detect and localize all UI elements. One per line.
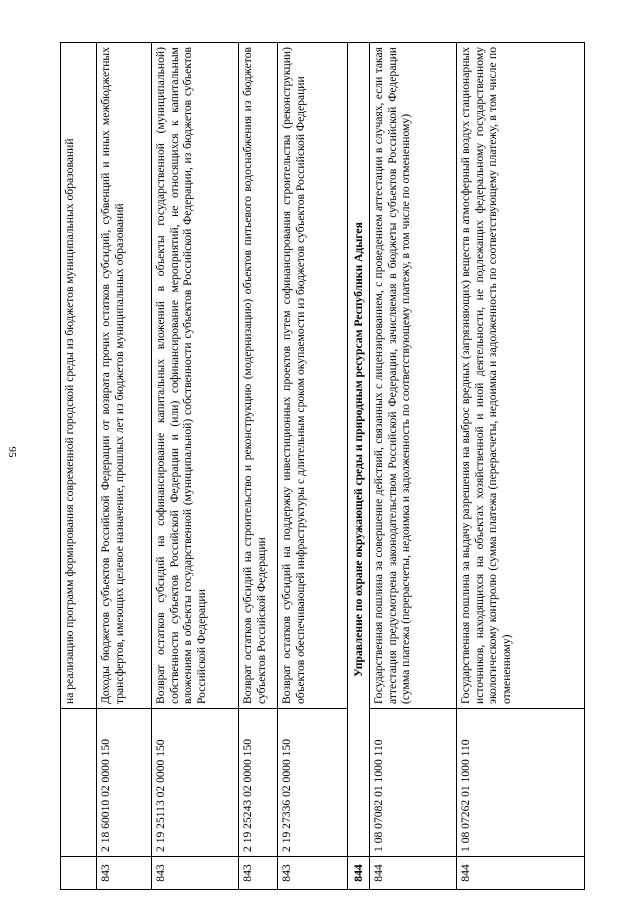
- document-page: [60, 42, 585, 890]
- income-code-cell: 1 08 07082 01 1000 110: [370, 709, 457, 857]
- agency-code-cell: 844: [370, 857, 457, 890]
- description-cell: Государственная пошлина за выдачу разрешения на выброс вредных (загрязняющих) веществ в атмосферный воздух стационарных источников, находящихся на объектах хозяйственной и иной деятельности, не подлежащих федеральному государственному экологическому контролю (сумма платежа (перерасчеты, недоимка и задолженность по соответствующему платежу, в том числе по отмененному): [457, 43, 585, 709]
- page-number: 95: [6, 446, 18, 458]
- description-cell: Доходы бюджетов субъектов Российской Федерации от возврата прочих остатков субсидий, субвенций и иных межбюджетных трансфертов, имеющих целевое назначение, прошлых лет из бюджетов муниципальных образований: [97, 43, 152, 709]
- agency-code-cell: 843: [278, 857, 348, 890]
- description-cell: Возврат остатков субсидий на поддержку инвестиционных проектов путем софинансирования строительства (реконструкции) объектов обеспечивающей инфраструктуры с длительным сроком окупаемости из бюджетов субъектов Российской Федерации: [278, 43, 348, 709]
- agency-code-cell: 843: [97, 857, 152, 890]
- landscape-content: [60, 42, 585, 890]
- income-code-cell: 2 18 60010 02 0000 150: [97, 709, 152, 857]
- table-row: [370, 43, 457, 890]
- agency-code-cell: [61, 857, 97, 890]
- income-code-cell: [61, 709, 97, 857]
- description-cell: Возврат остатков субсидий на софинансирование капитальных вложений в объекты государственной (муниципальной) собственности субъектов Российской Федерации и (или) софинансирование мероприятий, не относящихся к капитальным вложениям в объекты государственной (муниципальной) собственности субъектов Российской Федерации, из бюджетов субъектов Российской Федерации: [152, 43, 239, 709]
- income-code-cell: 1 08 07262 01 1000 110: [457, 709, 585, 857]
- agency-code-cell: 843: [239, 857, 278, 890]
- table-row: [97, 43, 152, 890]
- agency-code-cell: 843: [152, 857, 239, 890]
- table-row: [278, 43, 348, 890]
- income-code-cell: 2 19 25243 02 0000 150: [239, 709, 278, 857]
- section-header-row: [348, 43, 370, 890]
- table-row: [61, 43, 97, 890]
- income-codes-table: [60, 42, 585, 890]
- description-cell: Возврат остатков субсидий на строительство и реконструкцию (модернизацию) объектов питьевого водоснабжения из бюджетов субъектов Российской Федерации: [239, 43, 278, 709]
- table-row: [457, 43, 585, 890]
- section-title: Управление по охране окружающей среды и природным ресурсам Республики Адыгея: [348, 43, 370, 857]
- description-cell: Государственная пошлина за совершение действий, связанных с лицензированием, с проведением аттестации в случаях, если такая аттестация предусмотрена законодательством Российской Федерации, зачисляемая в бюджеты субъектов Российской Федерации (сумма платежа (перерасчеты, недоимка и задолженность по соответствующему платежу, в том числе по отмененному): [370, 43, 457, 709]
- income-code-cell: 2 19 25113 02 0000 150: [152, 709, 239, 857]
- description-cell: на реализацию программ формирования современной городской среды из бюджетов муниципальных образований: [61, 43, 97, 709]
- page-number-area: [0, 0, 24, 905]
- table-row: [239, 43, 278, 890]
- agency-code-cell: 844: [348, 857, 370, 890]
- agency-code-cell: 844: [457, 857, 585, 890]
- income-code-cell: 2 19 27336 02 0000 150: [278, 709, 348, 857]
- table-row: [152, 43, 239, 890]
